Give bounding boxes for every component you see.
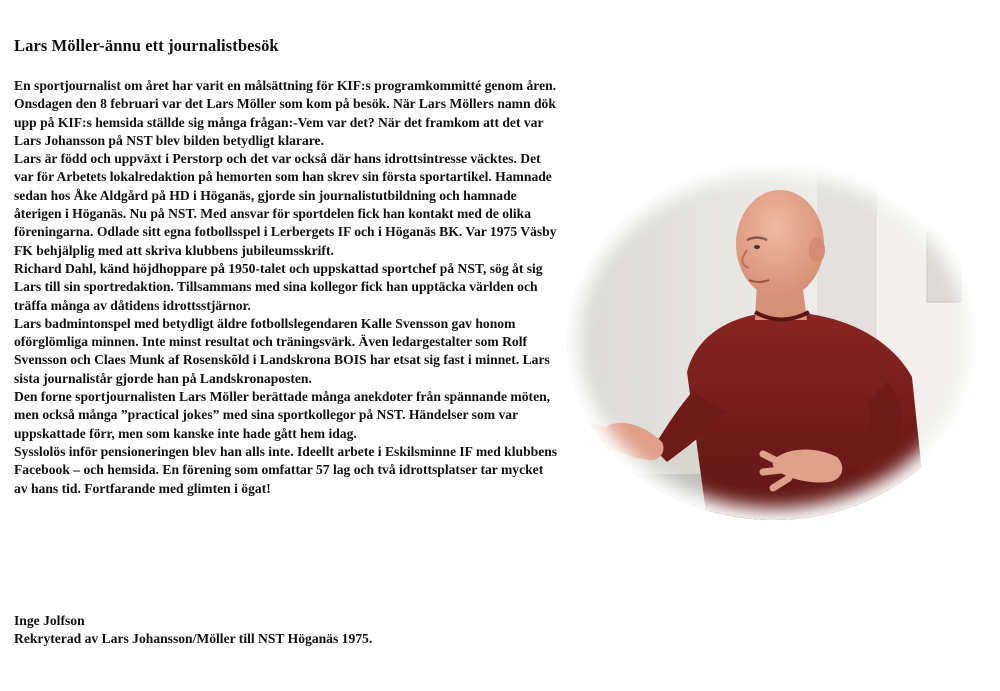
article-title: Lars Möller-ännu ett journalistbesök (14, 36, 279, 55)
article-paragraph-4: Richard Dahl, känd höjdhoppare på 1950-talet och uppskattad sportchef på NST, sög åt sig Lars till sin sportredaktion. Tillsammans med sina kollegor fick han upptäcka världen och träffa många av dåtidens idrottsstjärnor. (14, 260, 543, 313)
eye (754, 245, 760, 249)
article-paragraph-6: Den forne sportjournalisten Lars Möller berättade många anekdoter från spännande möten, men också många ”practical jokes” med sina sportkollegor på NST. Händelser som var uppskattade förr, men som kanske inte hade gått hem idag. (14, 389, 551, 441)
signature-block (14, 612, 559, 649)
article-paragraph-7: Sysslolös inför pensioneringen blev han alls inte. Ideellt arbete i Eskilsminne IF med klubbens Facebook – och hemsida. En förening som omfattar 57 lag och två idrottsplatser tar mycket av hans tid. Fortfarande med glimten i ögat! (14, 443, 558, 496)
speaker-photo (567, 162, 981, 520)
author-note: Rekryterad av Lars Johansson/Möller till NST Höganäs 1975. (14, 631, 373, 647)
speaker-photo-illustration (567, 162, 981, 520)
ear (809, 237, 825, 263)
article-body (14, 77, 559, 498)
notice-board (927, 232, 961, 302)
article-paragraph-1: En sportjournalist om året har varit en målsättning för KIF:s programkommitté genom åren. (14, 78, 557, 93)
article-paragraph-2: Onsdagen den 8 februari var det Lars Möller som kom på besök. När Lars Möllers namn dök upp på KIF:s hemsida ställde sig många frågan:-Vem var det? När det framkom att det var Lars Johansson på NST blev bilden betydligt klarare. (14, 96, 556, 148)
article-paragraph-5: Lars badmintonspel med betydligt äldre fotbollslegendaren Kalle Svensson gav honom oförglömliga minnen. Inte minst resultat och träningsvärk. Även ledargestalter som Rolf Svensson och Claes Munk af Rosenskõld i Landskrona BOIS har etsat sig fast i minnet. Lars sista journalistår gjorde han på Landskronaposten. (14, 315, 550, 386)
author-name: Inge Jolfson (14, 613, 85, 628)
article-paragraph-3: Lars är född och uppväxt i Perstorp och det var också där hans idrottsintresse väcktes. Det var för Arbetets lokalredaktion på hemorten som han skrev sin första sportartikel. Hamnade sedan hos Åke Aldgård på HD i Höganäs, gjorde sin journalistutbildning och hamnade återigen i Höganäs. Nu på NST. Med ansvar för sportdelen fick han kontakt med de olika föreningarna. Odlade sitt egna fotbollsspel i Lerbergets IF och i Höganäs BK. Var 1975 Väsby FK behjälplig med att skriva klubbens jubileumsskrift. (14, 151, 557, 258)
